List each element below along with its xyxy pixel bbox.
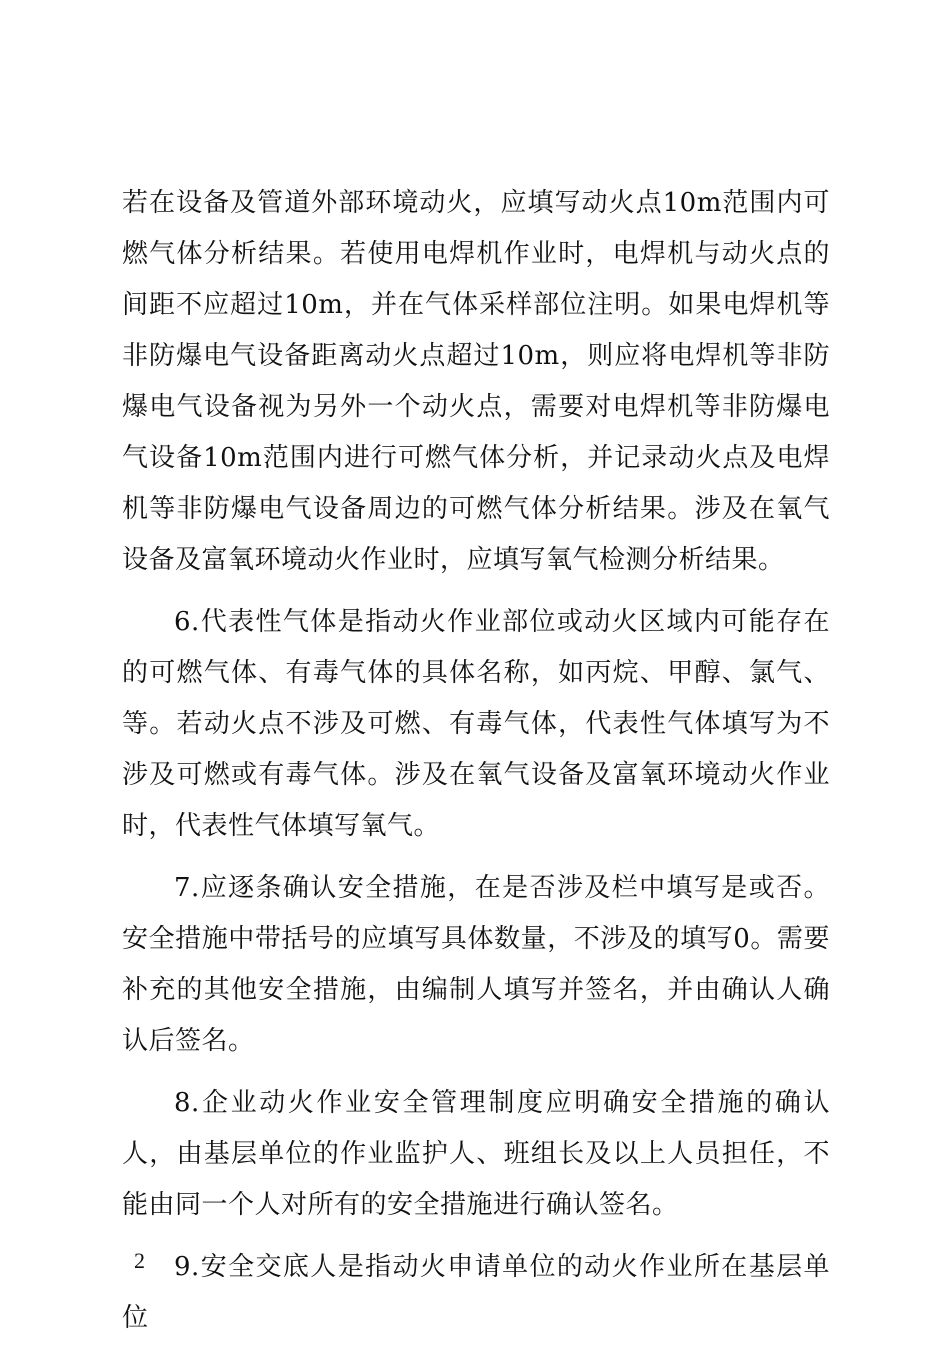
paragraph-item-8: 8.企业动火作业安全管理制度应明确安全措施的确认人，由基层单位的作业监护人、班组长及以上人员担任，不能由同一个人对所有的安全措施进行确认签名。 [122,1088,830,1220]
paragraph-continuation: 若在设备及管道外部环境动火，应填写动火点10m范围内可燃气体分析结果。若使用电焊机作业时，电焊机与动火点的间距不应超过10m，并在气体采样部位注明。如果电焊机等非防爆电气设备距离动火点超过10m，则应将电焊机等非防爆电气设备视为另外一个动火点，需要对电焊机等非防爆电气设备10m范围内进行可燃气体分析，并记录动火点及电焊机等非防爆电气设备周边的可燃气体分析结果。涉及在氧气设备及富氧环境动火作业时，应填写氧气检测分析结果。 [122,188,830,575]
document-body [122,178,830,1355]
paragraph-item-6: 6.代表性气体是指动火作业部位或动火区域内可能存在的可燃气体、有毒气体的具体名称，如丙烷、甲醇、氯气、等。若动火点不涉及可燃、有毒气体，代表性气体填写为不涉及可燃或有毒气体。涉及在氧气设备及富氧环境动火作业时，代表性气体填写氧气。 [122,607,830,841]
page-number: 2 [134,1248,145,1273]
paragraph-item-9: 9.安全交底人是指动火申请单位的动火作业所在基层单位 [122,1252,830,1333]
paragraph-item-7: 7.应逐条确认安全措施，在是否涉及栏中填写是或否。安全措施中带括号的应填写具体数量，不涉及的填写0。需要补充的其他安全措施，由编制人填写并签名，并由确认人确认后签名。 [122,873,830,1056]
